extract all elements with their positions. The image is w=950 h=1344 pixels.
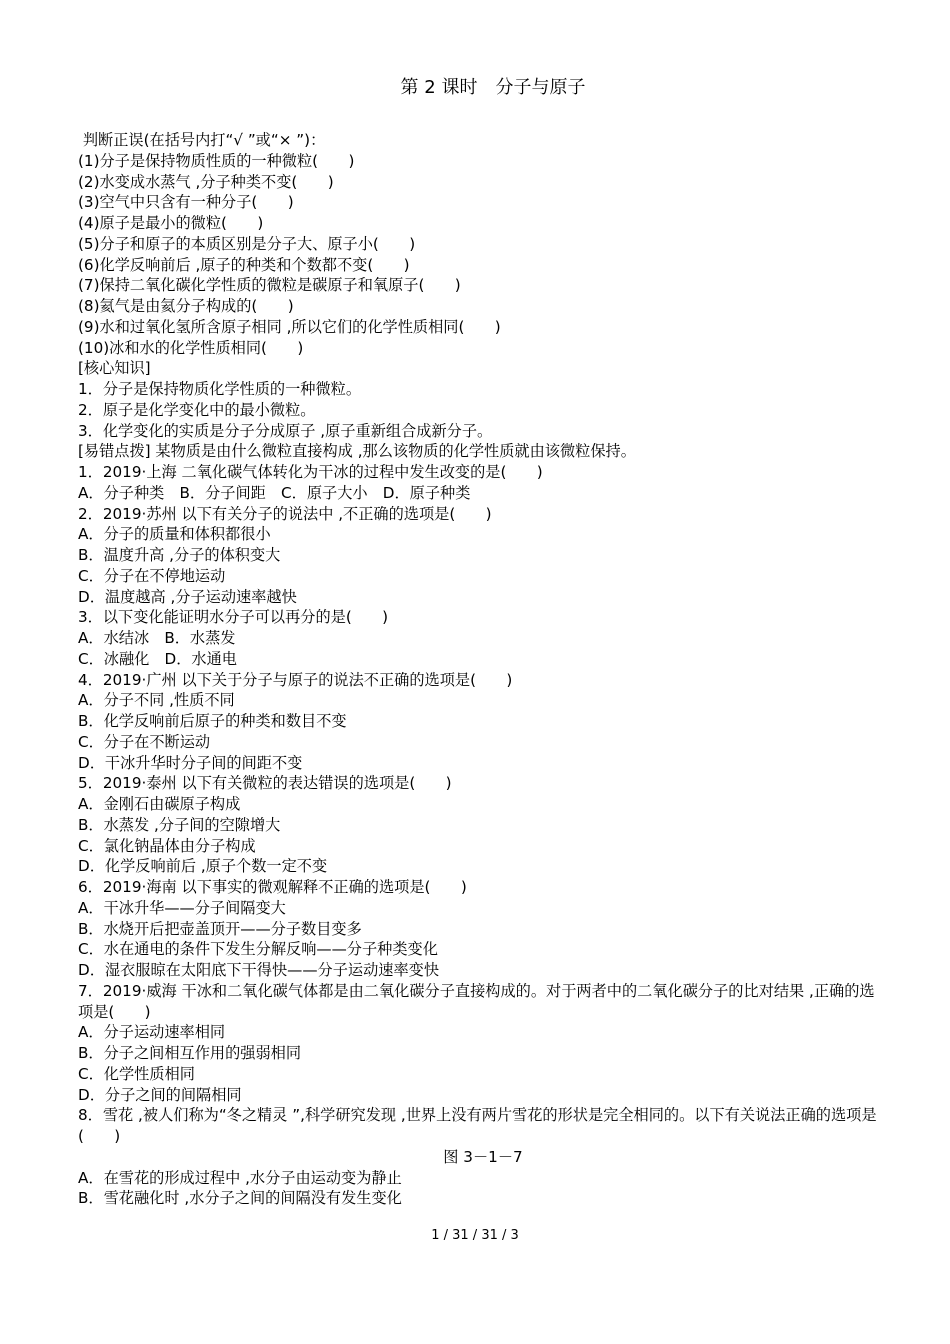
figure-caption: 图 3－1－7 xyxy=(443,1147,523,1166)
option-line: C．化学性质相同 xyxy=(78,1064,195,1083)
text-line: (9)水和过氧化氢所含原子相同 ,所以它们的化学性质相同( ) xyxy=(78,317,501,336)
text-line: A．干冰升华——分子间隔变大 xyxy=(78,898,286,917)
text-line: [易错点拨] 某物质是由什么微粒直接构成 ,那么该物质的化学性质就由该微粒保持。 xyxy=(78,442,636,461)
document-body xyxy=(78,130,888,1209)
text-line: C．分子在不断运动 xyxy=(78,732,211,751)
text-line: 2．原子是化学变化中的最小微粒。 xyxy=(78,400,316,419)
text-line: B．化学反响前后原子的种类和数目不变 xyxy=(78,712,347,730)
text-line: 4．2019·广州 以下关于分子与原子的说法不正确的选项是( ) xyxy=(78,670,513,689)
question-8-stem: 8．雪花 ,被人们称为“冬之精灵 ”,科学研究发现 ,世界上没有两片雪花的形状是完全相同的。以下有关说法正确的选项是( ) xyxy=(78,1106,877,1145)
text-line: B．温度升高 ,分子的体积变大 xyxy=(78,546,281,564)
text-line: 1．分子是保持物质化学性质的一种微粒。 xyxy=(78,380,362,398)
text-line: (6)化学反响前后 ,原子的种类和个数都不变( ) xyxy=(78,255,410,274)
text-line: C．分子在不停地运动 xyxy=(78,566,226,585)
text-line: D．化学反响前后 ,原子个数一定不变 xyxy=(78,857,328,876)
text-line: 3．化学变化的实质是分子分成原子 ,原子重新组合成新分子。 xyxy=(78,421,493,440)
text-line: B．水烧开后把壶盖顶开——分子数目变多 xyxy=(78,919,362,938)
text-line: D．干冰升华时分子间的间距不变 xyxy=(78,753,303,772)
text-line: C．水在通电的条件下发生分解反响——分子种类变化 xyxy=(78,940,438,959)
text-line: C．冰融化 D．水通电 xyxy=(78,649,237,668)
option-line: B．雪花融化时 ,水分子之间的间隔没有发生变化 xyxy=(78,1189,402,1208)
option-line: A．分子运动速率相同 xyxy=(78,1023,226,1042)
option-line: B．分子之间相互作用的强弱相同 xyxy=(78,1044,302,1062)
text-line: (10)冰和水的化学性质相同( ) xyxy=(78,338,304,357)
text-line: A．分子的质量和体积都很小 xyxy=(78,525,271,544)
question-7-stem: 7．2019·威海 干冰和二氧化碳气体都是由二氧化碳分子直接构成的。对于两者中的二氧化碳分子的比对结果 ,正确的选项是( ) xyxy=(78,981,875,1021)
text-line: A．分子种类 B．分子间距 C．原子大小 D．原子种类 xyxy=(78,483,471,502)
text-line: A．水结冰 B．水蒸发 xyxy=(78,629,236,647)
text-line: 2．2019·苏州 以下有关分子的说法中 ,不正确的选项是( ) xyxy=(78,504,492,523)
text-line: D．温度越高 ,分子运动速率越快 xyxy=(78,587,297,606)
text-line: A．分子不同 ,性质不同 xyxy=(78,691,235,710)
text-line: (4)原子是最小的微粒( ) xyxy=(78,214,264,232)
text-line: (5)分子和原子的本质区别是分子大、原子小( ) xyxy=(78,234,416,253)
text-line: (2)水变成水蒸气 ,分子种类不变( ) xyxy=(78,172,334,191)
text-line: A．金刚石由碳原子构成 xyxy=(78,795,241,813)
text-line: (1)分子是保持物质性质的一种微粒( ) xyxy=(78,151,355,170)
text-line: [核心知识] xyxy=(78,359,151,378)
text-line: 6．2019·海南 以下事实的微观解释不正确的选项是( ) xyxy=(78,878,467,896)
text-line: (3)空气中只含有一种分子( ) xyxy=(78,193,294,212)
text-line: B．水蒸发 ,分子间的空隙增大 xyxy=(78,815,281,834)
option-line: D．分子之间的间隔相同 xyxy=(78,1085,242,1104)
text-line: 判断正误(在括号内打“√ ”或“× ”)： xyxy=(78,131,326,149)
page-footer: 1 / 31 / 31 / 3 xyxy=(431,1228,519,1243)
option-line: A．在雪花的形成过程中 ,水分子由运动变为静止 xyxy=(78,1168,402,1187)
text-line: 1．2019·上海 二氧化碳气体转化为干冰的过程中发生改变的是( ) xyxy=(78,463,543,481)
text-line: D．湿衣服晾在太阳底下干得快——分子运动速率变快 xyxy=(78,961,440,979)
text-line: (8)氦气是由氦分子构成的( ) xyxy=(78,297,294,315)
text-line: 3．以下变化能证明水分子可以再分的是( ) xyxy=(78,608,389,627)
page-title: 第 2 课时 分子与原子 xyxy=(400,77,586,98)
text-line: (7)保持二氧化碳化学性质的微粒是碳原子和氧原子( ) xyxy=(78,276,461,295)
text-line: C．氯化钠晶体由分子构成 xyxy=(78,836,256,855)
text-line: 5．2019·泰州 以下有关微粒的表达错误的选项是( ) xyxy=(78,774,452,793)
